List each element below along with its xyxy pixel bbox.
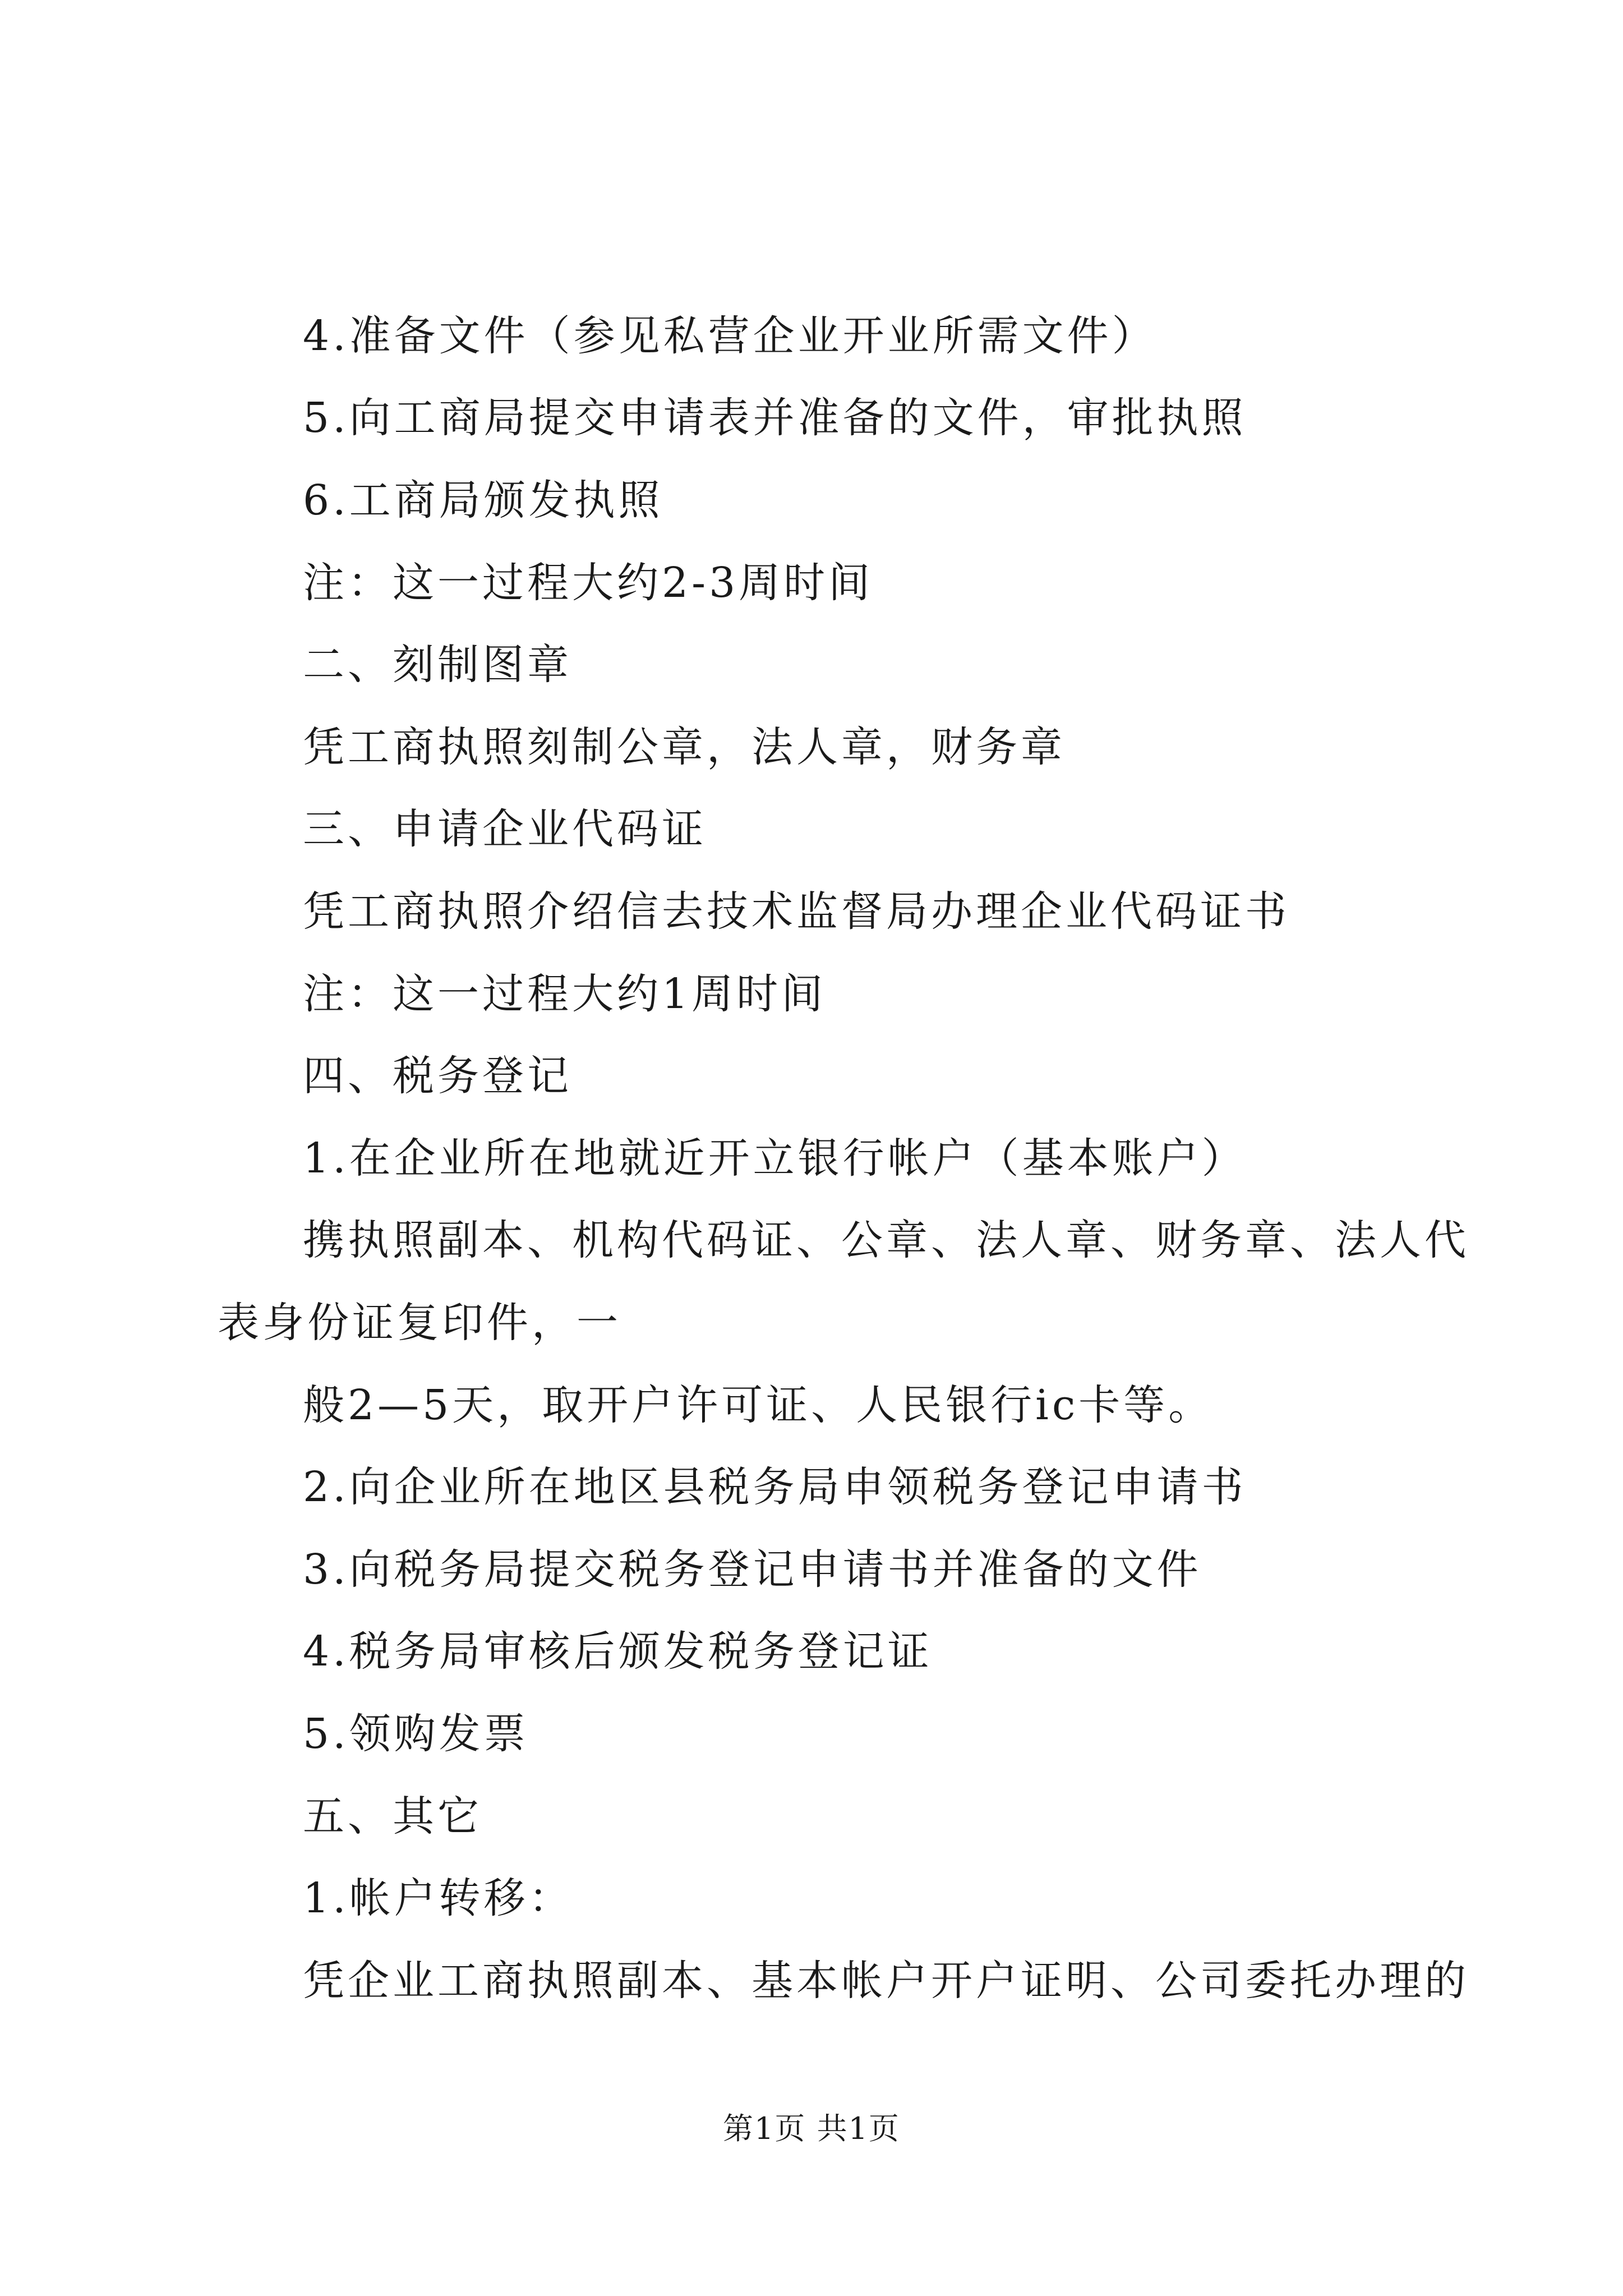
text-line: 6.工商局颁发执照 xyxy=(303,476,663,524)
text-line: 凭企业工商执照副本、基本帐户开户证明、公司委托办理的 xyxy=(303,1957,1469,2005)
text-line: 凭工商执照刻制公章，法人章，财务章 xyxy=(303,723,1066,771)
page-number-footer: 第1页 共1页 xyxy=(723,2111,900,2146)
text-line: 5.向工商局提交申请表并准备的文件，审批执照 xyxy=(303,394,1247,442)
text-line: 凭工商执照介绍信去技术监督局办理企业代码证书 xyxy=(303,887,1290,936)
note-line: 注：这一过程大约2-3周时间 xyxy=(303,559,874,607)
text-line: 1.帐户转移： xyxy=(303,1874,574,1922)
text-line: 般2—5天，取开户许可证、人民银行ic卡等。 xyxy=(303,1381,1214,1429)
text-line: 5.领购发票 xyxy=(303,1710,529,1758)
text-line-continuation: 表身份证复印件，一 xyxy=(218,1299,621,1347)
note-line: 注：这一过程大约1周时间 xyxy=(303,970,827,1018)
text-line: 1.在企业所在地就近开立银行帐户（基本账户） xyxy=(303,1134,1247,1182)
text-line: 3.向税务局提交税务登记申请书并准备的文件 xyxy=(303,1545,1202,1594)
text-line: 2.向企业所在地区县税务局申领税务登记申请书 xyxy=(303,1463,1247,1511)
text-line: 4.准备文件（参见私营企业开业所需文件） xyxy=(303,312,1157,360)
text-line: 4.税务局审核后颁发税务登记证 xyxy=(303,1627,933,1676)
section-heading: 二、刻制图章 xyxy=(303,641,572,689)
section-heading: 三、申请企业代码证 xyxy=(303,805,707,853)
section-heading: 五、其它 xyxy=(303,1792,482,1841)
section-heading: 四、税务登记 xyxy=(303,1052,572,1100)
text-line: 携执照副本、机构代码证、公章、法人章、财务章、法人代 xyxy=(303,1216,1469,1264)
